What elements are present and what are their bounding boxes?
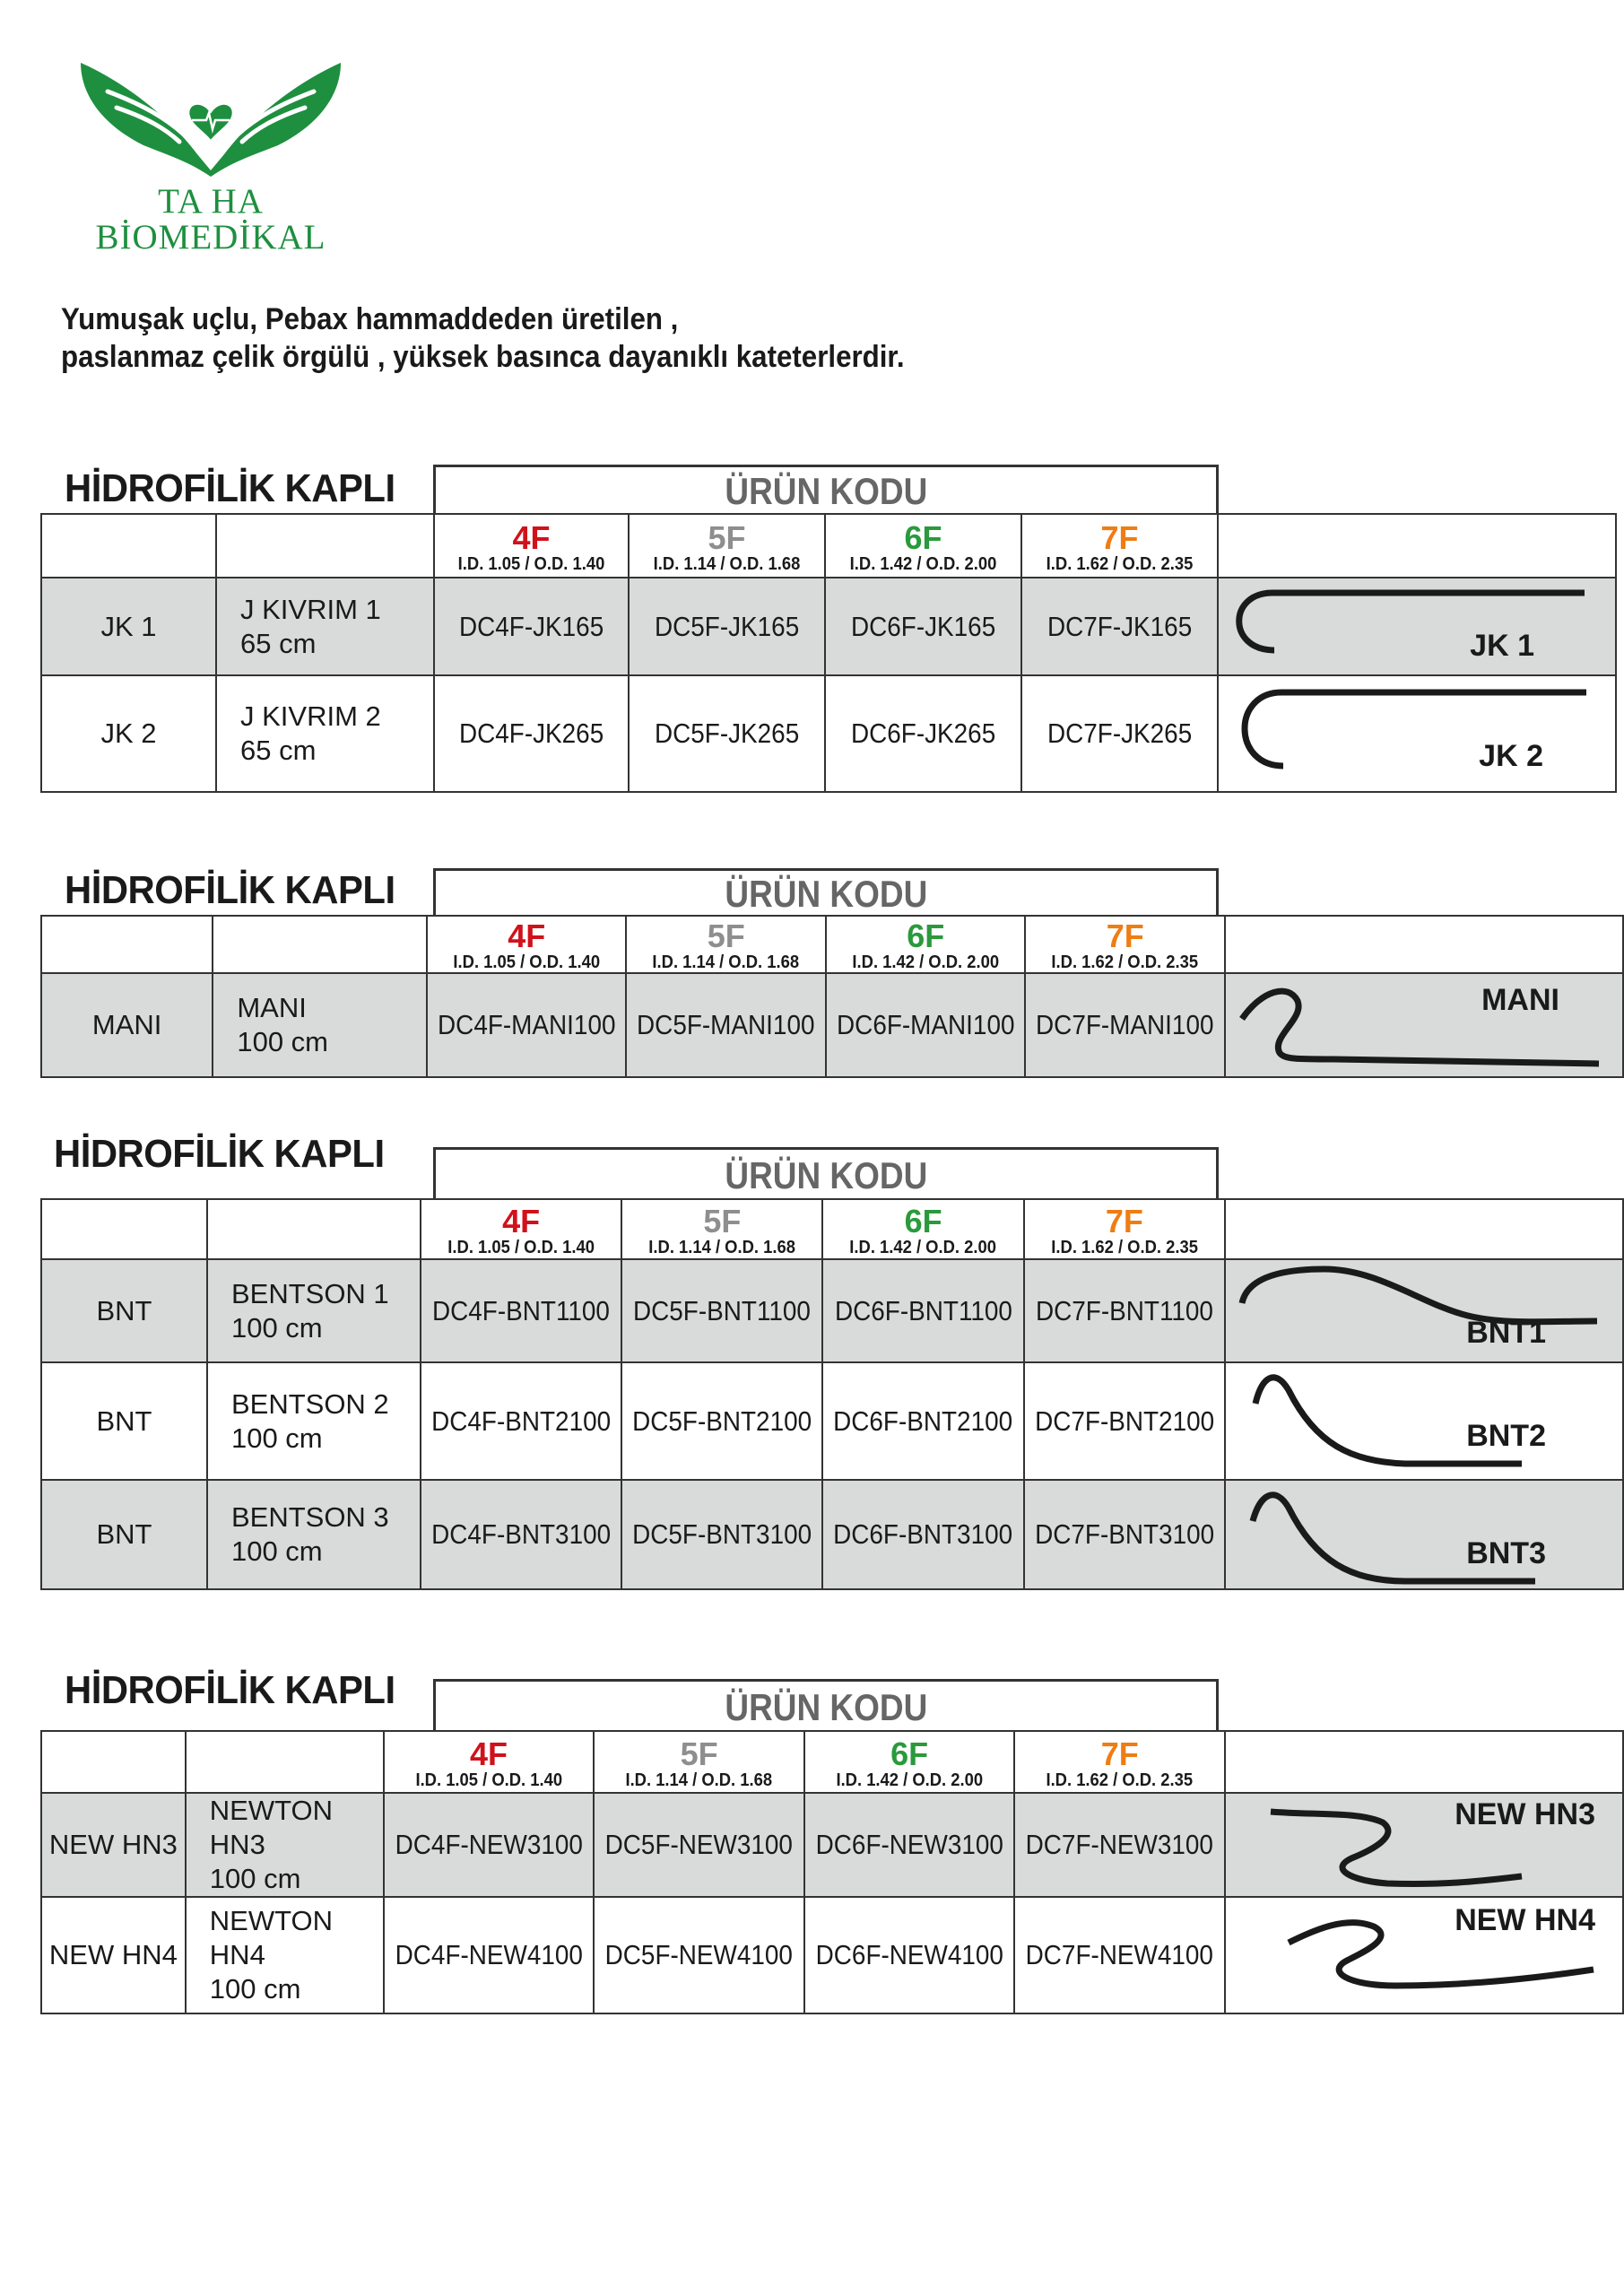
product-code-cell <box>421 1259 621 1362</box>
product-code-cell <box>826 973 1026 1077</box>
shape-header-cell <box>1225 1199 1623 1259</box>
curve-type: NEWTON HN3 <box>209 1795 333 1860</box>
diameter-spec: I.D. 1.42 / O.D. 2.00 <box>849 553 997 574</box>
product-description-cell <box>207 1480 421 1589</box>
product-code-cell <box>825 578 1021 675</box>
product-code-cell <box>1024 1480 1225 1589</box>
product-code: DC5F-BNT3100 <box>632 1518 812 1550</box>
size-header-cell <box>434 514 629 578</box>
brand-line-2: BİOMEDİKAL <box>95 218 326 257</box>
french-size-label: 6F <box>904 1202 942 1239</box>
j-curve-icon <box>1219 578 1615 674</box>
product-code: DC4F-NEW3100 <box>395 1829 583 1860</box>
product-code: DC4F-NEW4100 <box>395 1939 583 1970</box>
french-size-label: 5F <box>708 518 746 556</box>
product-code-cell <box>1014 1793 1225 1897</box>
shape-cell <box>1225 1793 1623 1897</box>
section-title: HİDROFİLİK KAPLI <box>54 1132 385 1176</box>
french-size-label: 6F <box>890 1735 929 1772</box>
empty-header-cell <box>41 1731 186 1793</box>
bentson-2-curve-icon <box>1226 1363 1622 1479</box>
diameter-spec: I.D. 1.05 / O.D. 1.40 <box>415 1770 562 1790</box>
product-code-cell <box>804 1897 1015 2013</box>
product-code-header-label: ÜRÜN KODU <box>725 873 927 915</box>
shape-cell <box>1225 1259 1623 1362</box>
product-code: DC5F-MANI100 <box>637 1009 815 1040</box>
shape-header-cell <box>1225 1731 1623 1793</box>
size-header-cell <box>421 1199 621 1259</box>
product-row <box>41 1793 1623 1897</box>
shape-label: JK 1 <box>1470 629 1534 663</box>
curve-type: BENTSON 3 <box>230 1501 389 1533</box>
mani-curve-icon <box>1226 974 1622 1076</box>
product-row <box>41 1259 1623 1362</box>
empty-header-cell <box>216 514 434 578</box>
product-description-cell <box>207 1259 421 1362</box>
product-code: DC7F-BNT3100 <box>1034 1518 1214 1550</box>
product-code-cell <box>822 1480 1023 1589</box>
catheter-length: 65 cm <box>240 627 317 659</box>
size-header-cell <box>594 1731 804 1793</box>
product-code: DC5F-NEW4100 <box>604 1939 794 1970</box>
product-code-cell <box>629 578 825 675</box>
product-description-cell <box>207 1362 421 1480</box>
product-code: DC7F-JK265 <box>1046 718 1193 749</box>
diameter-spec: I.D. 1.42 / O.D. 2.00 <box>852 952 1000 972</box>
product-code: DC4F-BNT2100 <box>431 1405 612 1437</box>
product-code-cell <box>822 1259 1023 1362</box>
product-name: JK 1 <box>41 578 216 675</box>
product-code-cell <box>384 1897 595 2013</box>
product-name: NEW HN4 <box>41 1897 186 2013</box>
brand-line-1: TA HA <box>158 182 264 221</box>
catheter-length: 100 cm <box>237 1026 329 1057</box>
product-table <box>40 513 1617 793</box>
curve-type: NEWTON HN4 <box>209 1905 333 1970</box>
product-code: DC6F-MANI100 <box>837 1009 1015 1040</box>
product-name: BNT <box>41 1480 207 1589</box>
size-header-cell <box>384 1731 595 1793</box>
diameter-spec: I.D. 1.14 / O.D. 1.68 <box>648 1237 796 1257</box>
product-code-header-label: ÜRÜN KODU <box>725 1154 927 1196</box>
product-code-cell <box>434 578 629 675</box>
product-name: NEW HN3 <box>41 1793 186 1897</box>
product-code-header <box>433 1147 1219 1198</box>
curve-type: J KIVRIM 1 <box>240 593 381 625</box>
curve-type: MANI <box>237 992 307 1023</box>
diameter-spec: I.D. 1.62 / O.D. 2.35 <box>1046 1770 1194 1790</box>
product-code: DC7F-BNT2100 <box>1034 1405 1214 1437</box>
product-description-cell <box>186 1897 384 2013</box>
product-code: DC6F-BNT3100 <box>833 1518 1013 1550</box>
catheter-curve-path <box>1242 1269 1597 1322</box>
product-code-header-label: ÜRÜN KODU <box>725 1686 927 1728</box>
diameter-spec: I.D. 1.14 / O.D. 1.68 <box>652 952 800 972</box>
size-header-cell <box>1021 514 1218 578</box>
product-code: DC4F-BNT1100 <box>432 1294 611 1326</box>
size-header-cell <box>826 916 1026 973</box>
french-size-label: 4F <box>502 1202 541 1239</box>
product-code: DC5F-JK265 <box>654 718 800 749</box>
product-table <box>40 1198 1624 1590</box>
catheter-length: 65 cm <box>240 735 317 766</box>
product-code-cell <box>629 675 825 792</box>
product-table <box>40 1730 1624 2014</box>
french-size-label: 7F <box>1105 1202 1143 1239</box>
product-description-cell <box>186 1793 384 1897</box>
product-row <box>41 973 1623 1077</box>
product-code-cell <box>1024 1259 1225 1362</box>
shape-cell <box>1218 675 1616 792</box>
product-code: DC6F-JK165 <box>850 610 996 642</box>
shape-label: MANI <box>1481 983 1559 1017</box>
size-header-cell <box>1024 1199 1225 1259</box>
diameter-spec: I.D. 1.42 / O.D. 2.00 <box>849 1237 997 1257</box>
french-size-label: 7F <box>1100 518 1139 556</box>
french-size-label: 7F <box>1106 918 1144 954</box>
french-size-label: 4F <box>512 518 551 556</box>
company-logo <box>72 56 350 257</box>
product-code-header <box>433 868 1219 915</box>
shape-label: JK 2 <box>1479 739 1543 773</box>
empty-header-cell <box>41 514 216 578</box>
catheter-length: 100 cm <box>230 1311 323 1344</box>
description-line-1: Yumuşak uçlu, Pebax hammaddeden üretilen , <box>61 302 679 336</box>
size-header-cell <box>1025 916 1225 973</box>
product-code-header <box>433 1679 1219 1730</box>
product-code: DC7F-MANI100 <box>1036 1009 1214 1040</box>
product-row <box>41 578 1616 675</box>
empty-header-cell <box>186 1731 384 1793</box>
j-curve-large-icon <box>1219 676 1615 791</box>
curve-type: J KIVRIM 2 <box>240 700 381 732</box>
shape-header-cell <box>1218 514 1616 578</box>
product-code: DC5F-JK165 <box>654 610 800 642</box>
product-code-cell <box>421 1480 621 1589</box>
product-code-cell <box>1021 578 1218 675</box>
product-code: DC4F-JK165 <box>458 610 604 642</box>
section-title: HİDROFİLİK KAPLI <box>65 1668 395 1712</box>
product-code: DC6F-NEW3100 <box>815 1829 1003 1860</box>
catheter-length: 100 cm <box>230 1422 323 1454</box>
shape-label: NEW HN4 <box>1455 1903 1595 1937</box>
product-description <box>61 300 905 376</box>
product-code-header-label: ÜRÜN KODU <box>725 470 927 512</box>
product-code-cell <box>804 1793 1015 1897</box>
product-code: DC6F-JK265 <box>850 718 996 749</box>
curve-type: BENTSON 2 <box>230 1387 389 1420</box>
product-row <box>41 1480 1623 1589</box>
product-code-cell <box>1025 973 1225 1077</box>
french-size-label: 4F <box>508 918 546 954</box>
product-name: JK 2 <box>41 675 216 792</box>
section-title: HİDROFİLİK KAPLI <box>65 466 395 510</box>
product-name: MANI <box>41 973 213 1077</box>
section-title: HİDROFİLİK KAPLI <box>65 868 395 912</box>
product-code-cell <box>434 675 629 792</box>
product-code-cell <box>384 1793 595 1897</box>
product-name: BNT <box>41 1362 207 1480</box>
diameter-spec: I.D. 1.62 / O.D. 2.35 <box>1051 1237 1198 1257</box>
shape-label: BNT3 <box>1466 1536 1546 1570</box>
size-header-cell <box>621 1199 822 1259</box>
size-header-cell <box>822 1199 1023 1259</box>
bentson-1-curve-icon <box>1226 1260 1622 1361</box>
diameter-spec: I.D. 1.14 / O.D. 1.68 <box>653 553 801 574</box>
shape-cell <box>1225 1480 1623 1589</box>
catheter-length: 100 cm <box>209 1973 301 2005</box>
size-header-row <box>41 1731 1623 1793</box>
product-row <box>41 1362 1623 1480</box>
product-code-cell <box>1021 675 1218 792</box>
product-name: BNT <box>41 1259 207 1362</box>
product-code-cell <box>621 1362 822 1480</box>
product-code-cell <box>594 1897 804 2013</box>
product-code-cell <box>1014 1897 1225 2013</box>
french-size-label: 6F <box>907 918 945 954</box>
product-code-header <box>433 465 1219 513</box>
size-header-cell <box>629 514 825 578</box>
french-size-label: 5F <box>707 918 745 954</box>
size-header-row <box>41 514 1616 578</box>
product-code: DC7F-JK165 <box>1046 610 1193 642</box>
shape-cell <box>1218 578 1616 675</box>
size-header-cell <box>626 916 826 973</box>
product-code-cell <box>626 973 826 1077</box>
product-code: DC5F-NEW3100 <box>604 1829 794 1860</box>
size-header-cell <box>1014 1731 1225 1793</box>
product-code-cell <box>621 1259 822 1362</box>
bentson-3-curve-icon <box>1226 1481 1622 1588</box>
product-table <box>40 915 1624 1078</box>
size-header-cell <box>825 514 1021 578</box>
product-code-cell <box>594 1793 804 1897</box>
product-description-cell <box>216 675 434 792</box>
product-code: DC5F-BNT2100 <box>632 1405 812 1437</box>
diameter-spec: I.D. 1.42 / O.D. 2.00 <box>836 1770 983 1790</box>
product-description-cell <box>213 973 427 1077</box>
diameter-spec: I.D. 1.05 / O.D. 1.40 <box>453 952 601 972</box>
empty-header-cell <box>207 1199 421 1259</box>
size-header-row <box>41 916 1623 973</box>
product-code: DC4F-JK265 <box>458 718 604 749</box>
empty-header-cell <box>213 916 427 973</box>
size-header-cell <box>804 1731 1015 1793</box>
shape-cell <box>1225 1362 1623 1480</box>
diameter-spec: I.D. 1.05 / O.D. 1.40 <box>457 553 605 574</box>
catheter-length: 100 cm <box>230 1535 323 1567</box>
product-code: DC5F-BNT1100 <box>633 1294 812 1326</box>
shape-label: BNT1 <box>1466 1316 1546 1350</box>
product-code: DC4F-MANI100 <box>438 1009 616 1040</box>
product-code-cell <box>421 1362 621 1480</box>
french-size-label: 6F <box>904 518 942 556</box>
description-line-2: paslanmaz çelik örgülü , yüksek basınca dayanıklı kateterlerdir. <box>61 340 905 374</box>
product-code: DC4F-BNT3100 <box>431 1518 612 1550</box>
shape-label: NEW HN3 <box>1455 1796 1595 1831</box>
catheter-length: 100 cm <box>209 1863 301 1894</box>
winged-heart-icon <box>72 56 350 181</box>
product-code-cell <box>822 1362 1023 1480</box>
empty-header-cell <box>41 916 213 973</box>
product-description-cell <box>216 578 434 675</box>
french-size-label: 4F <box>470 1735 508 1772</box>
product-code-cell <box>427 973 627 1077</box>
product-code-cell <box>621 1480 822 1589</box>
product-row <box>41 1897 1623 2013</box>
product-code: DC7F-BNT1100 <box>1035 1294 1213 1326</box>
product-code-cell <box>1024 1362 1225 1480</box>
product-code: DC7F-NEW3100 <box>1026 1829 1214 1860</box>
product-row <box>41 675 1616 792</box>
product-code: DC6F-BNT2100 <box>833 1405 1013 1437</box>
french-size-label: 7F <box>1100 1735 1139 1772</box>
french-size-label: 5F <box>703 1202 742 1239</box>
empty-header-cell <box>41 1199 207 1259</box>
diameter-spec: I.D. 1.14 / O.D. 1.68 <box>625 1770 773 1790</box>
product-code: DC6F-NEW4100 <box>815 1939 1003 1970</box>
shape-cell <box>1225 973 1623 1077</box>
shape-cell <box>1225 1897 1623 2013</box>
french-size-label: 5F <box>680 1735 718 1772</box>
diameter-spec: I.D. 1.62 / O.D. 2.35 <box>1046 553 1194 574</box>
shape-header-cell <box>1225 916 1623 973</box>
product-code: DC6F-BNT1100 <box>834 1294 1012 1326</box>
size-header-row <box>41 1199 1623 1259</box>
diameter-spec: I.D. 1.62 / O.D. 2.35 <box>1051 952 1199 972</box>
shape-label: BNT2 <box>1466 1419 1546 1453</box>
diameter-spec: I.D. 1.05 / O.D. 1.40 <box>447 1237 595 1257</box>
size-header-cell <box>427 916 627 973</box>
product-code-cell <box>825 675 1021 792</box>
product-code: DC7F-NEW4100 <box>1026 1939 1214 1970</box>
curve-type: BENTSON 1 <box>230 1277 389 1309</box>
